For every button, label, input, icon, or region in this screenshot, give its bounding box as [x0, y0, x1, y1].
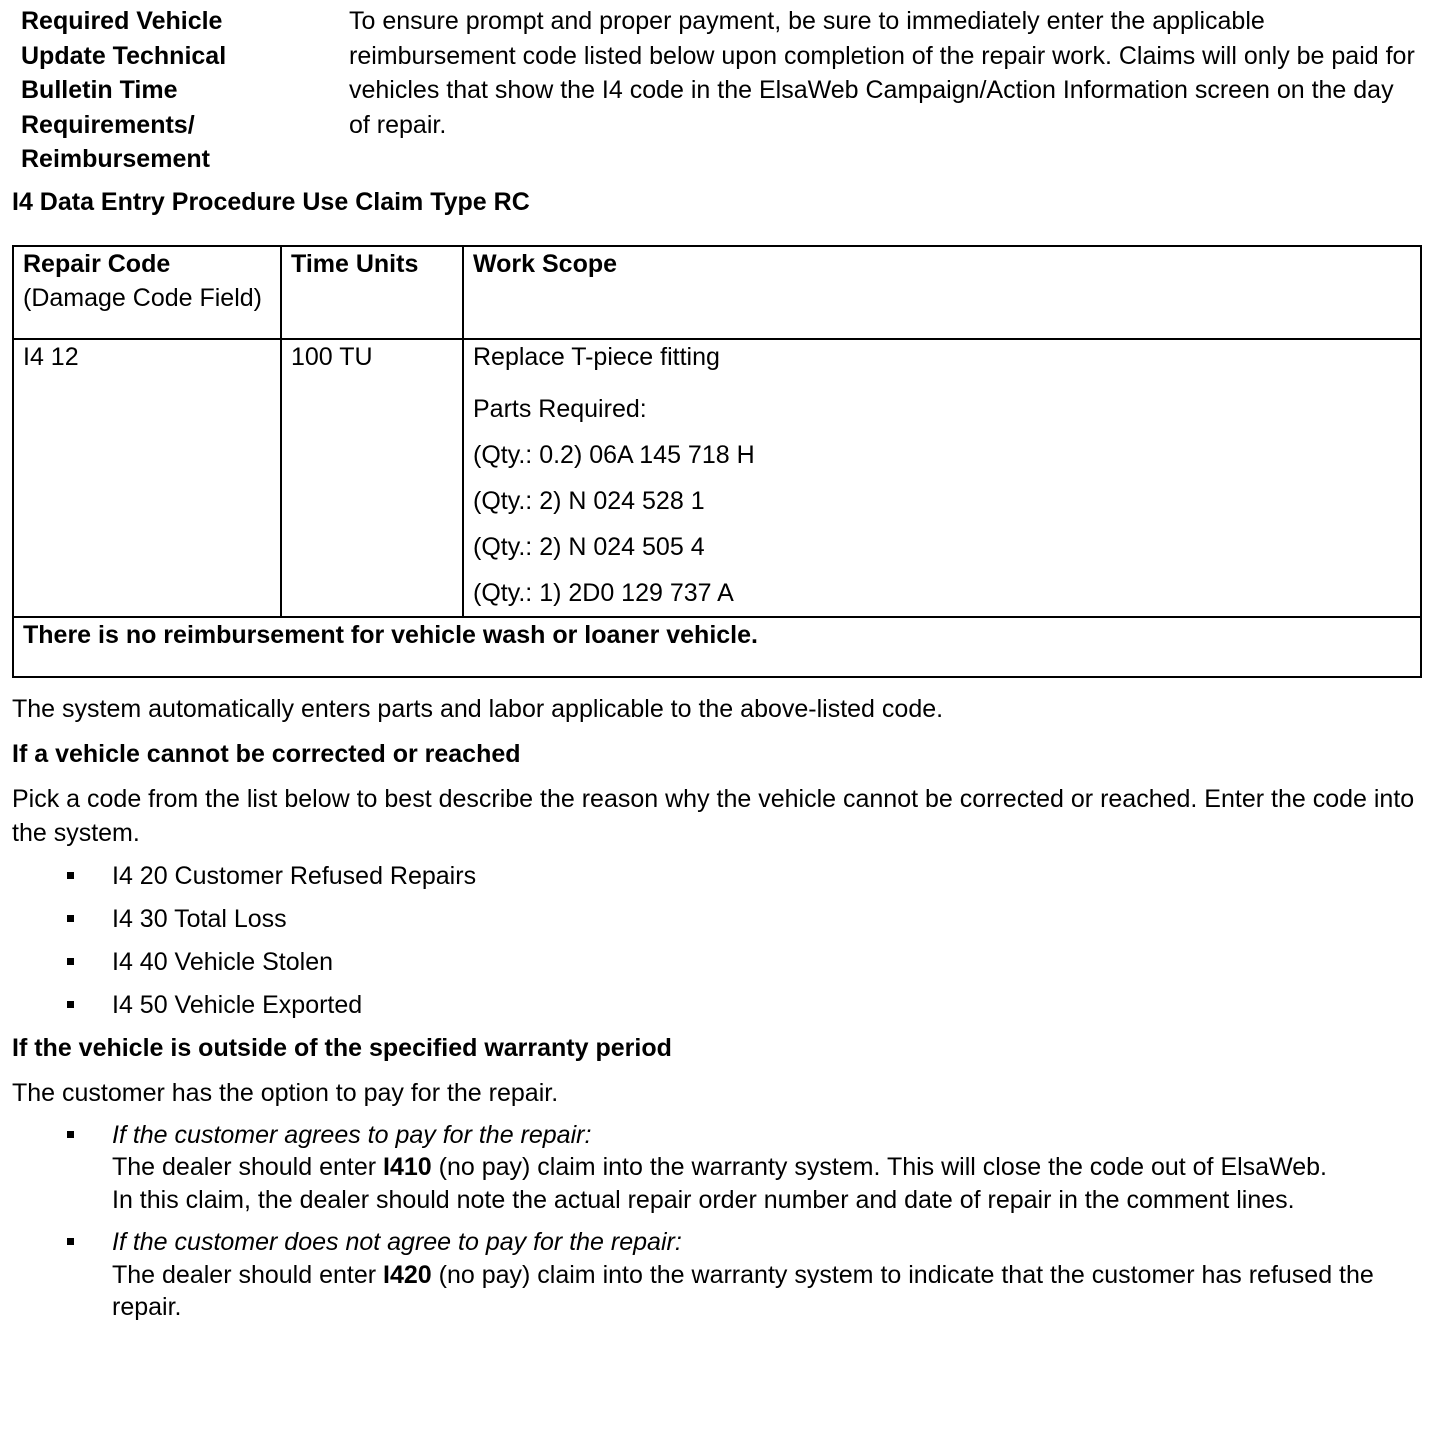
header-work-scope [463, 246, 1421, 339]
not-corrected-heading: If a vehicle cannot be corrected or reached [12, 739, 521, 768]
header-repair-code [13, 246, 281, 339]
header-repair-code-sub: (Damage Code Field) [23, 283, 262, 312]
work-scope-line: Parts Required: [473, 394, 647, 423]
warranty-intro: The customer has the option to pay for the repair. [12, 1078, 559, 1107]
reason-code-text: I4 50 Vehicle Exported [112, 990, 363, 1019]
header-time-units [281, 246, 463, 339]
work-scope-line: (Qty.: 2) N 024 505 4 [473, 532, 705, 561]
bullet-icon [67, 915, 74, 922]
data-entry-title: I4 Data Entry Procedure Use Claim Type RC [12, 187, 530, 216]
reason-code-text: I4 30 Total Loss [112, 904, 287, 933]
agree-text-post: (no pay) claim into the warranty system. This will close the code out of ElsaWeb. [431, 1153, 1327, 1182]
work-scope-line: (Qty.: 2) N 024 528 1 [473, 486, 705, 515]
requirements-label-line: Update Technical [21, 41, 227, 70]
list-item [12, 945, 1432, 979]
bullet-icon [67, 872, 74, 879]
agree-title: If the customer agrees to pay for the repair: [112, 1120, 592, 1149]
work-scope-line: (Qty.: 1) 2D0 129 737 A [473, 578, 734, 607]
header-time-units-label: Time Units [291, 249, 419, 278]
table-header-row [13, 246, 1421, 339]
work-scope-line: Replace T-piece fitting [473, 342, 720, 371]
payment-option-list [12, 1119, 1432, 1324]
agree-text-pre: The dealer should enter [112, 1153, 384, 1182]
table-footer-row [13, 617, 1421, 677]
bullet-icon [67, 1238, 74, 1245]
document-page [12, 4, 1432, 1334]
list-item [12, 859, 1432, 893]
requirements-label-line: Bulletin Time [21, 76, 178, 105]
header-repair-code-label: Repair Code [23, 249, 171, 278]
header-work-scope-label: Work Scope [473, 249, 618, 278]
not-corrected-intro: Pick a code from the list below to best describe the reason why the vehicle cannot be corrected or reached. Enter the code into the system. [12, 784, 1415, 847]
list-item [12, 1226, 1402, 1324]
disagree-code: I420 [383, 1260, 432, 1289]
warranty-heading: If the vehicle is outside of the specified warranty period [12, 1033, 672, 1062]
agree-code: I410 [383, 1153, 432, 1182]
bullet-icon [67, 1131, 74, 1138]
reason-code-text: I4 20 Customer Refused Repairs [112, 861, 477, 890]
disagree-text-pre: The dealer should enter [112, 1260, 384, 1289]
agree-text [112, 1151, 1402, 1184]
disagree-text-post: (no pay) claim into the warranty system to indicate that the customer has refused the repair. [112, 1260, 1374, 1322]
list-item [12, 988, 1432, 1022]
reason-code-list [12, 859, 1432, 1022]
requirements-label-line: Reimbursement [21, 145, 210, 174]
requirements-label-line: Requirements/ [21, 110, 195, 139]
reason-code-text: I4 40 Vehicle Stolen [112, 947, 333, 976]
agree-note: In this claim, the dealer should note the actual repair order number and date of repair in the comment lines. [112, 1185, 1295, 1214]
requirements-text: To ensure prompt and proper payment, be sure to immediately enter the applicable reimbursement code listed below upon completion of the repair work. Claims will only be paid for vehicles that show the I4 code in the ElsaWeb Campaign/Action Information screen on the day of repair. [349, 7, 1415, 139]
bullet-icon [67, 1001, 74, 1008]
list-item [12, 902, 1432, 936]
disagree-title: If the customer does not agree to pay for the repair: [112, 1228, 682, 1257]
bullet-icon [67, 958, 74, 965]
list-item [12, 1119, 1402, 1217]
cell-work-scope [463, 339, 1421, 617]
work-scope-line: (Qty.: 0.2) 06A 145 718 H [473, 440, 755, 469]
cell-time-units: 100 TU [281, 339, 463, 617]
repair-code-table [12, 245, 1422, 678]
disagree-text [112, 1259, 1402, 1324]
table-footer-note: There is no reimbursement for vehicle wash or loaner vehicle. [13, 617, 1421, 677]
requirements-label [21, 4, 349, 177]
cell-repair-code: I4 12 [13, 339, 281, 617]
requirements-label-line: Required Vehicle [21, 7, 223, 35]
requirements-section [12, 4, 1432, 177]
auto-entry-note: The system automatically enters parts and labor applicable to the above-listed code. [12, 694, 944, 723]
table-row [13, 339, 1421, 617]
